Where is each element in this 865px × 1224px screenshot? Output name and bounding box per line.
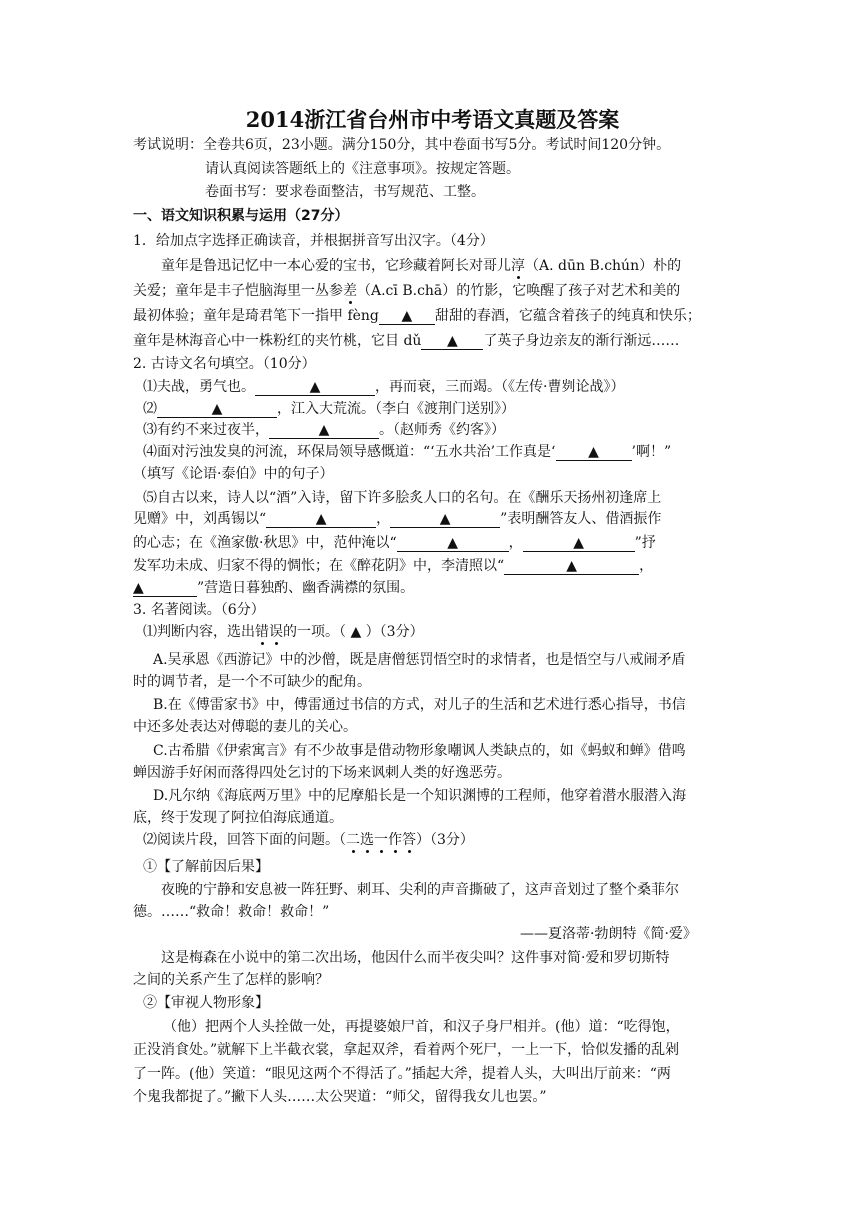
answer-blank[interactable]: ▲ bbox=[133, 580, 197, 597]
exam-instructions-line-2: 请认真阅读答题纸上的《注意事项》。按规定答题。 bbox=[205, 161, 520, 177]
q3-stem: 3. 名著阅读。（6分） bbox=[133, 602, 265, 618]
excerpt-1-line-1: 夜晚的宁静和安息被一阵狂野、刺耳、尖利的声音撕破了，这声音划过了整个桑菲尔 bbox=[161, 882, 679, 898]
option-d-line-1: D.凡尔纳《海底两万里》中的尼摩船长是一个知识渊博的工程师，他穿着潜水服潜入海 bbox=[153, 788, 687, 804]
answer-blank[interactable]: ▲ bbox=[157, 401, 277, 418]
answer-blank[interactable]: ▲ bbox=[421, 333, 483, 350]
option-2-heading: ②【审视人物形象】 bbox=[143, 995, 269, 1011]
option-a-line-1: A.吴承恩《西游记》中的沙僧，既是唐僧惩罚悟空时的求情者，也是悟空与八戒闹矛盾 bbox=[153, 652, 686, 668]
q2-text: ’啊！” bbox=[631, 444, 672, 460]
option-b-line-1: B.在《傅雷家书》中，傅雷通过书信的方式，对儿子的生活和艺术进行悉心指导，书信 bbox=[153, 697, 686, 713]
dotted-char: 答 bbox=[402, 832, 416, 848]
option-a-line-2: 时的调节者，是一个不可缺少的配角。 bbox=[133, 674, 371, 690]
answer-blank[interactable]: ▲ bbox=[390, 511, 500, 528]
q1-passage-line-1 bbox=[161, 257, 681, 275]
option-1-question-line-2: 之间的关系产生了怎样的影响？ bbox=[133, 972, 329, 988]
answer-blank[interactable]: ▲ bbox=[266, 511, 376, 528]
dotted-char: 差 bbox=[343, 283, 357, 299]
dotted-char: 二 bbox=[346, 832, 360, 848]
q2-text: ”抒 bbox=[634, 535, 656, 551]
option-1-question-line-1: 这是梅森在小说中的第二次出场，他因什么而半夜尖叫？这件事对简·爱和罗切斯特 bbox=[161, 950, 670, 966]
q2-item-3 bbox=[143, 421, 505, 439]
q1-stem: 1．给加点字选择正确读音，并根据拼音写出汉字。（4分） bbox=[133, 233, 494, 249]
answer-blank[interactable]: ▲ bbox=[523, 535, 635, 552]
excerpt-1-source: ——夏洛蒂·勃朗特《简·爱》 bbox=[520, 926, 697, 942]
excerpt-2-line-4: 个鬼我都捉了。”撇下人头……太公哭道：“师父，留得我女儿也罢。” bbox=[133, 1089, 547, 1105]
q2-item-2 bbox=[143, 400, 515, 418]
q2-text: 见赠》中，刘禹锡以“ bbox=[133, 511, 267, 527]
q2-text: ， bbox=[376, 511, 391, 527]
q2-item-5-line-4 bbox=[133, 557, 653, 575]
q2-text: 发军功未成、归家不得的惆怅；在《醉花阴》中，李清照以“ bbox=[133, 558, 505, 574]
q3-sub-1 bbox=[143, 623, 424, 641]
exam-instructions-line-1: 考试说明：全卷共6页，23小题。满分150分，其中卷面书写5分。考试时间120分钟。 bbox=[133, 137, 671, 153]
q1-text: 甜甜的春酒，它蕴含着孩子的纯真和快乐； bbox=[434, 308, 701, 324]
answer-blank[interactable]: ▲ bbox=[397, 535, 509, 552]
dotted-char: 选 bbox=[360, 832, 374, 848]
answer-blank[interactable]: ▲ bbox=[379, 308, 435, 325]
q3-text: ）（3分） bbox=[361, 624, 424, 640]
excerpt-1-line-2: 德。……“救命！救命！救命！” bbox=[133, 904, 330, 920]
q1-text: 最初体验；童年是琦君笔下一指甲 fèng bbox=[133, 308, 379, 324]
q1-passage-line-4 bbox=[133, 332, 679, 350]
answer-blank[interactable]: ▲ bbox=[269, 422, 379, 439]
q2-text: 的心志；在《渔家傲·秋思》中，范仲淹以“ bbox=[133, 535, 397, 551]
q2-text: ， bbox=[508, 535, 523, 551]
option-c-line-2: 蝉因游手好闲而落得四处乞讨的下场来讽刺人类的好逸恶劳。 bbox=[133, 765, 511, 781]
q1-text: 关爱；童年是丰子恺脑海里一丛参 bbox=[133, 283, 343, 299]
q3-text: ⑵阅读片段，回答下面的问题。（ bbox=[143, 832, 346, 848]
q3-text: ⑴判断内容，选出 bbox=[143, 624, 255, 640]
q2-item-5-line-3 bbox=[133, 534, 656, 552]
option-c-line-1: C.古希腊《伊索寓言》有不少故事是借动物形象嘲讽人类缺点的，如《蚂蚁和蝉》借鸣 bbox=[153, 743, 686, 759]
answer-blank[interactable]: ▲ bbox=[504, 558, 639, 575]
exam-instructions-line-3: 卷面书写：要求卷面整洁，书写规范、工整。 bbox=[205, 184, 485, 200]
q2-text: ， bbox=[639, 558, 654, 574]
q1-text: 童年是林海音心中一株粉红的夹竹桃，它目 dǔ bbox=[133, 333, 422, 349]
q3-text: 的一项。（ bbox=[283, 624, 351, 640]
q2-item-5-line-5 bbox=[133, 579, 414, 597]
page-title: 2014浙江省台州市中考语文真题及答案 bbox=[245, 107, 620, 132]
answer-blank[interactable]: ▲ bbox=[556, 444, 632, 461]
dotted-char: 淳 bbox=[511, 258, 525, 274]
excerpt-2-line-2: 正没消食处。”就解下上半截衣裳，拿起双斧，看着两个死尸，一上一下，恰似发播的乱剁 bbox=[133, 1042, 680, 1058]
dotted-char: 误 bbox=[269, 624, 283, 640]
q2-text: ，再而衰，三而竭。（《左传·曹刿论战》） bbox=[375, 379, 625, 395]
q1-text: （A.cī B.chā）的竹影，它唤醒了孩子对艺术和美的 bbox=[357, 283, 681, 299]
option-d-line-2: 底，终于发现了阿拉伯海底通道。 bbox=[133, 810, 343, 826]
q3-sub-2 bbox=[143, 831, 474, 849]
option-b-line-2: 中还多处表达对傅聪的妻儿的关心。 bbox=[133, 719, 357, 735]
q2-item-5-line-2 bbox=[133, 510, 661, 528]
q2-text: ⑶有约不来过夜半， bbox=[143, 422, 269, 438]
q2-item-4 bbox=[143, 443, 671, 461]
q1-passage-line-2 bbox=[133, 282, 680, 300]
q2-item-1 bbox=[143, 378, 624, 396]
q1-passage-line-3 bbox=[133, 307, 701, 325]
q2-item-4-note: （填写《论语·泰伯》中的句子） bbox=[133, 466, 334, 482]
q2-text: ⑵ bbox=[143, 401, 157, 417]
answer-blank[interactable]: ▲ bbox=[350, 624, 362, 640]
answer-blank[interactable]: ▲ bbox=[255, 379, 375, 396]
q2-text: 。（赵师秀《约客》） bbox=[379, 422, 505, 438]
q2-stem: 2. 古诗文名句填空。（10分） bbox=[133, 356, 316, 372]
q2-text: ⑴夫战，勇气也。 bbox=[143, 379, 255, 395]
q2-text: ⑷面对污浊发臭的河流，环保局领导感慨道：“‘五水共治’工作真是‘ bbox=[143, 444, 556, 460]
option-1-heading: ①【了解前因后果】 bbox=[143, 859, 269, 875]
q2-text: ”表明酬答友人、借酒振作 bbox=[500, 511, 662, 527]
q1-text: （A. dūn B.chún）朴的 bbox=[525, 258, 682, 274]
q1-text: 童年是鲁迅记忆中一本心爱的宝书，它珍藏着阿长对哥儿 bbox=[161, 258, 511, 274]
q2-text: ，江入大荒流。（李白《渡荆门送别》） bbox=[277, 401, 515, 417]
dotted-char: 错 bbox=[255, 624, 269, 640]
section-heading: 一、语文知识积累与运用（27分） bbox=[133, 208, 349, 224]
q2-text: ”营造日暮独酌、幽香满襟的氛围。 bbox=[197, 580, 415, 596]
dotted-char: 一 bbox=[374, 832, 388, 848]
q3-text: ）（3分） bbox=[416, 832, 474, 848]
q2-item-5-line-1: ⑸自古以来，诗人以“酒”入诗，留下许多脍炙人口的名句。在《酬乐天扬州初逢席上 bbox=[143, 490, 662, 506]
q1-text: 了英子身边亲友的渐行渐远…… bbox=[483, 333, 680, 349]
excerpt-2-line-3: 了一阵。(他）笑道：“眼见这两个不得活了。”插起大斧，提着人头，大叫出厅前来：“两 bbox=[133, 1066, 671, 1082]
excerpt-2-line-1: （他）把两个人头拴做一处，再提婆娘尸首，和汉子身尸相并。(他）道：“吃得饱， bbox=[163, 1019, 680, 1035]
dotted-char: 作 bbox=[388, 832, 402, 848]
